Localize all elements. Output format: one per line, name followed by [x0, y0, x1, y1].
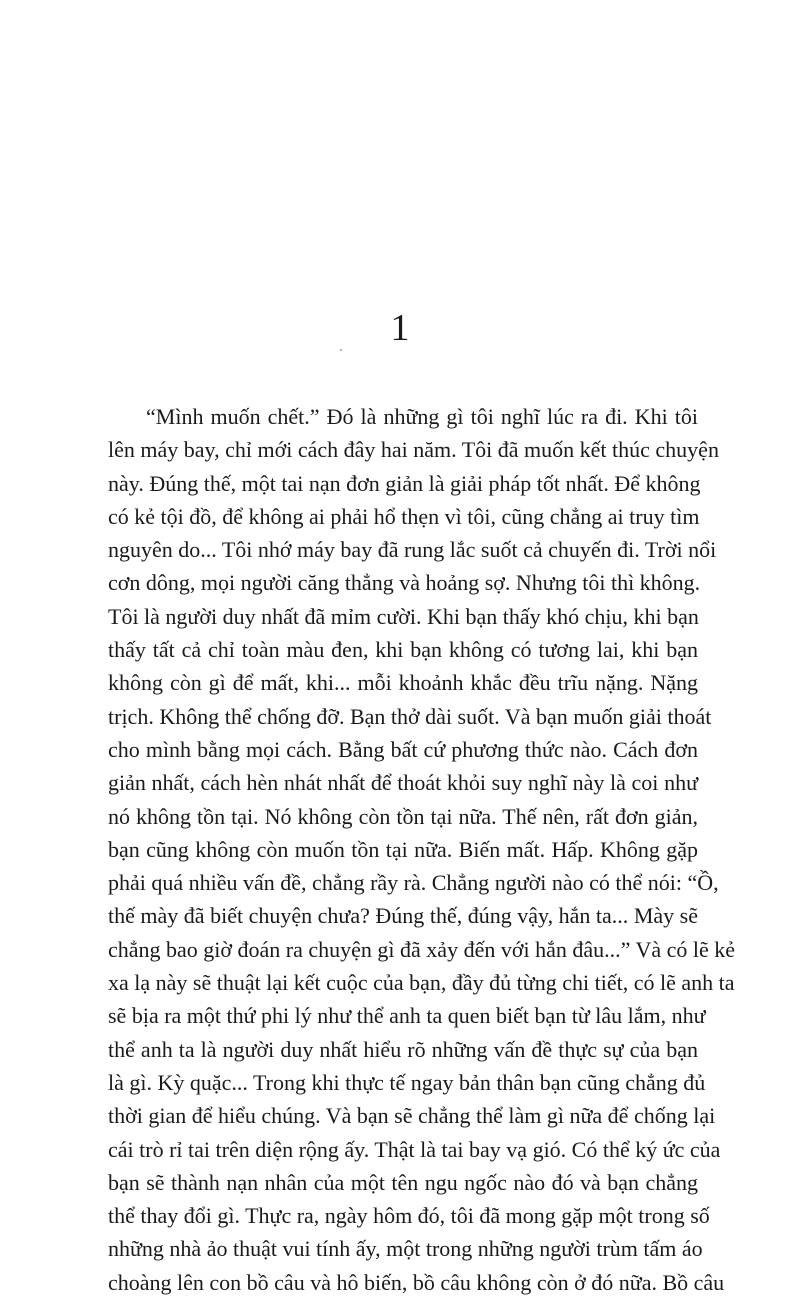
text-line: cho mình bằng mọi cách. Bằng bất cứ phương thức nào. Cách đơn: [108, 736, 698, 762]
text-line: phải quá nhiều vấn đề, chẳng rầy rà. Chẳng người nào có thể nói: “Ồ,: [108, 870, 719, 896]
text-line: cái trò rỉ tai trên diện rộng ấy. Thật là tai bay vạ gió. Có thể ký ức của: [108, 1136, 721, 1162]
text-line: choàng lên con bồ câu và hô biến, bồ câu không còn ở đó nữa. Bồ câu: [108, 1269, 725, 1295]
text-line: cơn dông, mọi người căng thẳng và hoảng sợ. Nhưng tôi thì không.: [108, 570, 701, 596]
text-line: bạn sẽ thành nạn nhân của một tên ngu ngốc nào đó và bạn chẳng: [108, 1169, 698, 1195]
text-line: xa lạ này sẽ thuật lại kết cuộc của bạn, đầy đủ từng chi tiết, có lẽ anh ta: [108, 970, 735, 996]
text-line: có kẻ tội đồ, để không ai phải hổ thẹn vì tôi, cũng chẳng ai truy tìm: [108, 503, 700, 529]
text-line: không còn gì để mất, khi... mỗi khoảnh khắc đều trĩu nặng. Nặng: [108, 670, 698, 696]
text-line: lên máy bay, chỉ mới cách đây hai năm. Tôi đã muốn kết thúc chuyện: [108, 437, 719, 463]
text-line: những nhà ảo thuật vui tính ấy, một trong những người trùm tấm áo: [108, 1236, 703, 1262]
text-line: thể anh ta là người duy nhất hiểu rõ những vấn đề thực sự của bạn: [108, 1036, 698, 1062]
chapter-number: 1: [390, 307, 410, 349]
text-line: thế mày đã biết chuyện chưa? Đúng thế, đúng vậy, hắn ta... Mày sẽ: [108, 903, 698, 929]
text-line: thể thay đổi gì. Thực ra, ngày hôm đó, tôi đã mong gặp một trong số: [108, 1203, 710, 1229]
page-speck: [340, 349, 342, 351]
body-paragraph: [108, 400, 736, 1299]
text-line: thấy tất cả chỉ toàn màu đen, khi bạn không có tương lai, khi bạn: [108, 637, 698, 663]
text-line: bạn cũng không còn muốn tồn tại nữa. Biến mất. Hấp. Không gặp: [108, 836, 698, 862]
text-line: này. Đúng thế, một tai nạn đơn giản là giải pháp tốt nhất. Để không: [108, 470, 701, 496]
text-line: sẽ bịa ra một thứ phi lý như thể anh ta quen biết bạn từ lâu lắm, như: [108, 1003, 706, 1029]
text-line: “Mình muốn chết.” Đó là những gì tôi nghĩ lúc ra đi. Khi tôi: [146, 404, 698, 429]
text-line: nó không tồn tại. Nó không còn tồn tại nữa. Thế nên, rất đơn giản,: [108, 803, 698, 829]
text-line: chẳng bao giờ đoán ra chuyện gì đã xảy đến với hắn đâu...” Và có lẽ kẻ: [108, 936, 736, 962]
text-line: Tôi là người duy nhất đã mỉm cười. Khi bạn thấy khó chịu, khi bạn: [108, 603, 699, 629]
text-line: thời gian để hiểu chúng. Và bạn sẽ chẳng thể làm gì nữa để chống lại: [108, 1103, 716, 1129]
text-line: là gì. Kỳ quặc... Trong khi thực tế ngay bản thân bạn cũng chẳng đủ: [108, 1069, 706, 1095]
text-line: nguyên do... Tôi nhớ máy bay đã rung lắc suốt cả chuyến đi. Trời nổi: [108, 537, 717, 563]
text-line: trịch. Không thể chống đỡ. Bạn thở dài suốt. Và bạn muốn giải thoát: [108, 703, 712, 729]
text-line: giản nhất, cách hèn nhát nhất để thoát khỏi suy nghĩ này là coi như: [108, 770, 698, 796]
